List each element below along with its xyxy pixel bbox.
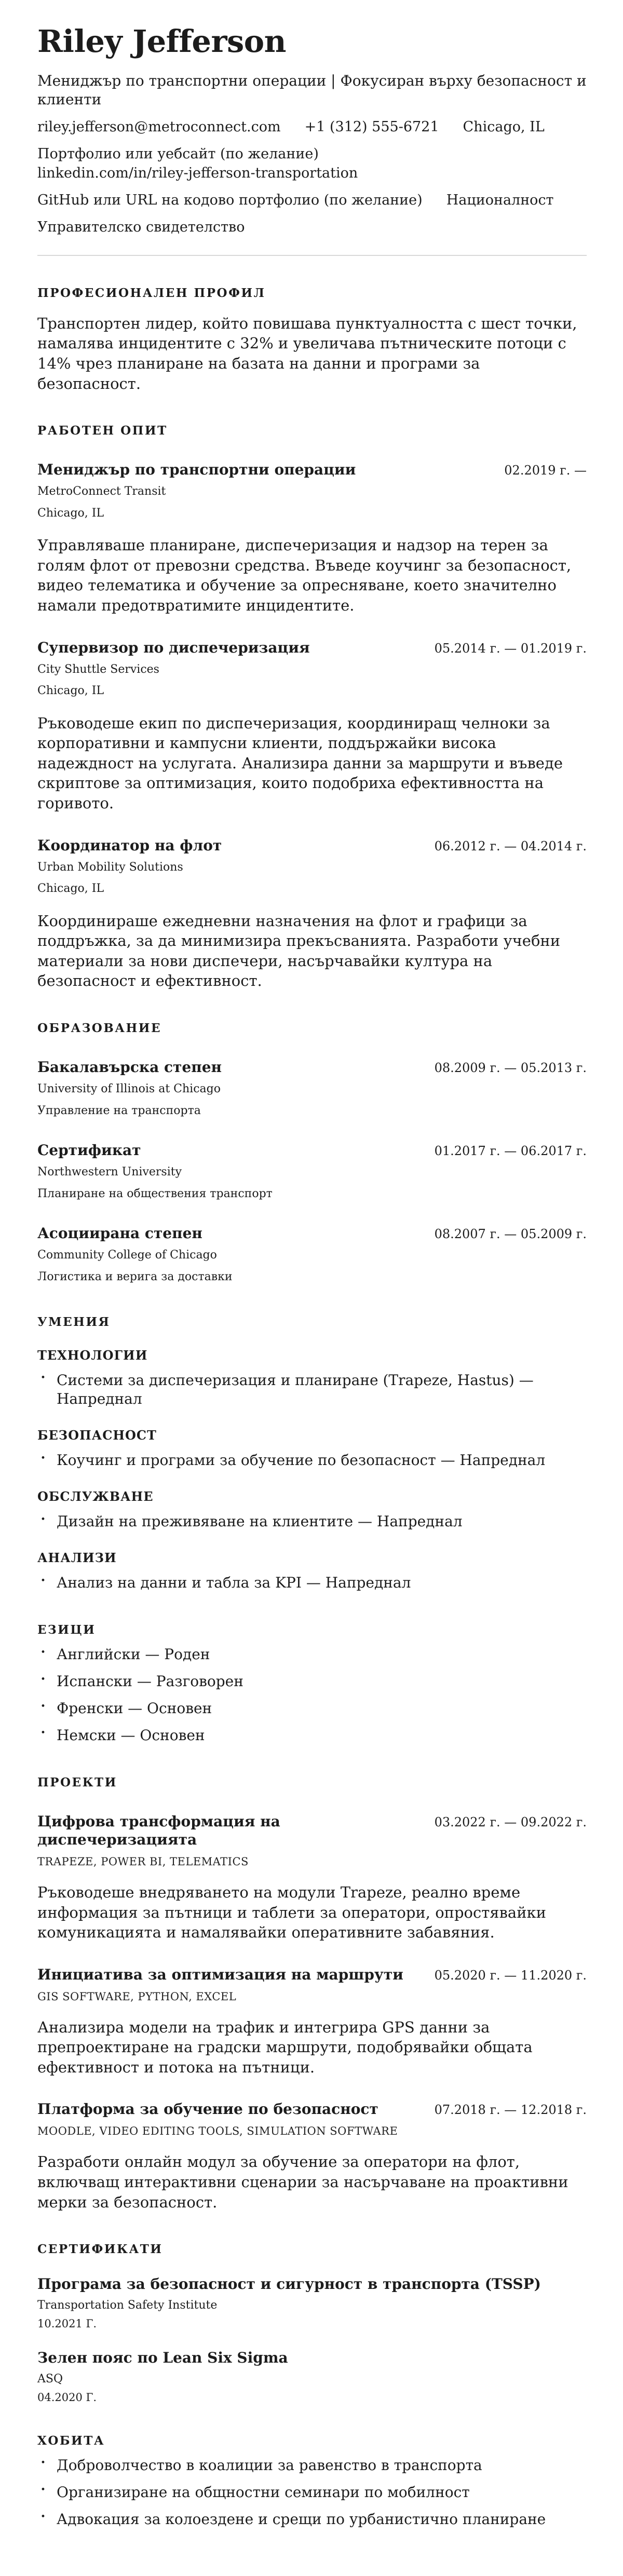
job-dates: 06.2012 г. — 04.2014 г. (434, 838, 587, 853)
skill-list (37, 1451, 587, 1470)
project-tools: GIS SOFTWARE, PYTHON, EXCEL (37, 1990, 237, 2003)
education-field: Планиране на обществения транспорт (37, 1187, 273, 1200)
job-title: Супервизор по диспечеризация (37, 639, 310, 656)
project-description: Ръководеше внедряването на модули Trapeze, реално време информация за пътници и таблети за оператори, опростявайки комуникацията и намалявайки оперативните забавяния. (37, 1883, 546, 1942)
education-dates: 01.2017 г. — 06.2017 г. (434, 1144, 587, 1159)
project-tools: TRAPEZE, POWER BI, TELEMATICS (37, 1855, 249, 1868)
contact-row-license (37, 218, 587, 237)
section-hobbies (37, 2434, 587, 2529)
section-profile (37, 286, 587, 394)
education-school: Community College of Chicago (37, 1249, 217, 1262)
project-entry (37, 1965, 587, 2078)
skills-category (37, 1428, 587, 1470)
hobby-item: • Доброволчество в коалиции за равенство в транспорта (37, 2456, 587, 2475)
section-languages (37, 1623, 587, 1745)
job-dates: 05.2014 г. — 01.2019 г. (434, 641, 587, 656)
language-item: • Испански — Разговорен (37, 1672, 587, 1691)
job-header (37, 836, 587, 855)
project-header (37, 1812, 587, 1849)
education-entry (37, 1141, 587, 1201)
job-dates: 02.2019 г. — (504, 463, 587, 478)
header-divider (37, 255, 587, 256)
contact-block (37, 118, 587, 237)
skills-heading: УМЕНИЯ (37, 1314, 111, 1329)
project-title: Цифрова трансформация на диспечеризацията (37, 1813, 280, 1849)
certificate-name: Програма за безопасност и сигурност в транспорта (TSSP) (37, 2275, 541, 2293)
language-item: • Английски — Роден (37, 1645, 587, 1664)
experience-heading: РАБОТЕН ОПИТ (37, 424, 168, 438)
section-education (37, 1021, 587, 1285)
project-header (37, 2100, 587, 2118)
education-school: Northwestern University (37, 1165, 182, 1179)
job-location: Chicago, IL (37, 684, 104, 698)
degree-title: Сертификат (37, 1142, 141, 1159)
skill-list (37, 1371, 587, 1409)
project-tools: MOODLE, VIDEO EDITING TOOLS, SIMULATION SOFTWARE (37, 2125, 398, 2138)
project-title: Инициатива за оптимизация на маршрути (37, 1965, 403, 1983)
section-experience (37, 424, 587, 991)
skills-category (37, 1550, 587, 1593)
skills-category (37, 1489, 587, 1531)
project-description: Разработи онлайн модул за обучение за оператори на флот, включващ интерактивни сценарии за насърчаване на проактивни мерки за безопасност. (37, 2153, 568, 2211)
language-list (37, 1645, 587, 1745)
education-school: University of Illinois at Chicago (37, 1082, 221, 1095)
education-field: Управление на транспорта (37, 1104, 201, 1117)
skill-category-name: ТЕХНОЛОГИИ (37, 1347, 148, 1363)
hobby-list (37, 2456, 587, 2529)
job-entry (37, 836, 587, 991)
contact-row-primary (37, 118, 587, 137)
language-item: • Немски — Основен (37, 1726, 587, 1745)
certificates-heading: СЕРТИФИКАТИ (37, 2242, 163, 2257)
education-heading: ОБРАЗОВАНИЕ (37, 1021, 162, 1035)
education-header (37, 1058, 587, 1076)
project-entry (37, 2100, 587, 2212)
project-dates: 03.2022 г. — 09.2022 г. (434, 1815, 587, 1830)
person-title: Мениджър по транспортни операции | Фокусиран върху безопасност и клиенти (37, 72, 587, 109)
certificate-date: 10.2021 Г. (37, 2317, 97, 2330)
project-entry (37, 1812, 587, 1943)
job-entry (37, 460, 587, 615)
skill-item: • Коучинг и програми за обучение по безопасност — Напреднал (37, 1451, 587, 1470)
degree-title: Бакалавърска степен (37, 1058, 222, 1076)
resume-header (37, 24, 587, 256)
education-header (37, 1141, 587, 1159)
education-entry (37, 1058, 587, 1118)
skill-category-name: ОБСЛУЖВАНЕ (37, 1489, 154, 1504)
job-title: Мениджър по транспортни операции (37, 461, 356, 479)
contact-license-label: Управителско свидетелство (37, 219, 245, 236)
hobby-item: • Адвокация за колоездене и срещи по урбанистично планиране (37, 2510, 587, 2529)
profile-heading: ПРОФЕСИОНАЛЕН ПРОФИЛ (37, 286, 266, 300)
job-location: Chicago, IL (37, 882, 104, 896)
certificate-date: 04.2020 Г. (37, 2391, 97, 2404)
job-description: Координираше ежедневни назначения на флот и графици за поддръжка, за да минимизира прекъсванията. Разработи учебни материали за нови диспечери, насърчавайки култура на безопасност и ефективност. (37, 912, 561, 990)
skill-category-name: АНАЛИЗИ (37, 1550, 117, 1566)
project-dates: 05.2020 г. — 11.2020 г. (434, 1968, 587, 1983)
education-header (37, 1224, 587, 1242)
job-entry (37, 639, 587, 814)
contact-linkedin: linkedin.com/in/riley-jefferson-transportation (37, 165, 358, 181)
job-header (37, 639, 587, 657)
project-header (37, 1965, 587, 1984)
job-company: City Shuttle Services (37, 662, 159, 676)
certificate-issuer: ASQ (37, 2372, 63, 2386)
section-skills (37, 1315, 587, 1593)
skill-item: • Анализ на данни и табла за KPI — Напреднал (37, 1574, 587, 1593)
job-description: Ръководеше екип по диспечеризация, координиращ челноки за корпоративни и кампусни клиенти, поддържайки висока надеждност на услугата. Анализира данни за маршрути и въведе скриптове за оптимизация, които подобриха ефективността на горивото. (37, 714, 563, 812)
education-dates: 08.2007 г. — 05.2009 г. (434, 1227, 587, 1242)
job-location: Chicago, IL (37, 506, 104, 520)
section-certificates (37, 2242, 587, 2404)
job-title: Координатор на флот (37, 836, 222, 854)
hobbies-heading: ХОБИТА (37, 2434, 105, 2448)
contact-nationality-label: Националност (446, 192, 554, 208)
languages-heading: ЕЗИЦИ (37, 1623, 96, 1637)
job-header (37, 460, 587, 479)
job-description: Управляваше планиране, диспечеризация и надзор на терен за голям флот от превозни средства. Въведе коучинг за безопасност, видео телематика и обучение за опресняване, което значително намали предотвратимите инцидентите. (37, 536, 572, 614)
project-description: Анализира модели на трафик и интегрира GPS данни за препроектиране на градски маршрути, подобрявайки общата ефективност и потока на пътници. (37, 2018, 533, 2076)
skill-list (37, 1512, 587, 1531)
job-company: MetroConnect Transit (37, 485, 166, 498)
certificate-name: Зелен пояс по Lean Six Sigma (37, 2349, 288, 2367)
person-name: Riley Jefferson (37, 23, 287, 59)
project-dates: 07.2018 г. — 12.2018 г. (434, 2103, 587, 2118)
contact-email: riley.jefferson@metroconnect.com (37, 118, 281, 135)
skill-item: • Системи за диспечеризация и планиране (Trapeze, Hastus) — Напреднал (37, 1371, 587, 1409)
contact-phone: +1 (312) 555-6721 (304, 118, 439, 135)
certificate-issuer: Transportation Safety Institute (37, 2299, 218, 2312)
section-projects (37, 1775, 587, 2212)
certificate-entry (37, 2349, 587, 2404)
language-item: • Френски — Основен (37, 1699, 587, 1718)
degree-title: Асоциирана степен (37, 1225, 202, 1242)
profile-text: Транспортен лидер, който повишава пунктуалността с шест точки, намалява инцидентите с 32% и увеличава пътническите потоци с 14% чрез планиране на базата на данни и програми за безопасност. (37, 314, 577, 392)
job-company: Urban Mobility Solutions (37, 860, 183, 874)
contact-row-code (37, 191, 587, 210)
contact-portfolio-label: Портфолио или уебсайт (по желание) (37, 146, 319, 162)
skill-list (37, 1574, 587, 1593)
project-title: Платформа за обучение по безопасност (37, 2100, 378, 2118)
education-entry (37, 1224, 587, 1284)
hobby-item: • Организиране на общностни семинари по мобилност (37, 2483, 587, 2502)
certificate-entry (37, 2275, 587, 2330)
skill-category-name: БЕЗОПАСНОСТ (37, 1428, 157, 1443)
education-field: Логистика и верига за доставки (37, 1270, 233, 1283)
contact-github-label: GitHub или URL на кодово портфолио (по желание) (37, 192, 423, 208)
skills-category (37, 1348, 587, 1409)
projects-heading: ПРОЕКТИ (37, 1775, 117, 1790)
skill-item: • Дизайн на преживяване на клиентите — Напреднал (37, 1512, 587, 1531)
contact-row-links (37, 145, 587, 183)
contact-location: Chicago, IL (463, 118, 545, 135)
education-dates: 08.2009 г. — 05.2013 г. (434, 1060, 587, 1075)
